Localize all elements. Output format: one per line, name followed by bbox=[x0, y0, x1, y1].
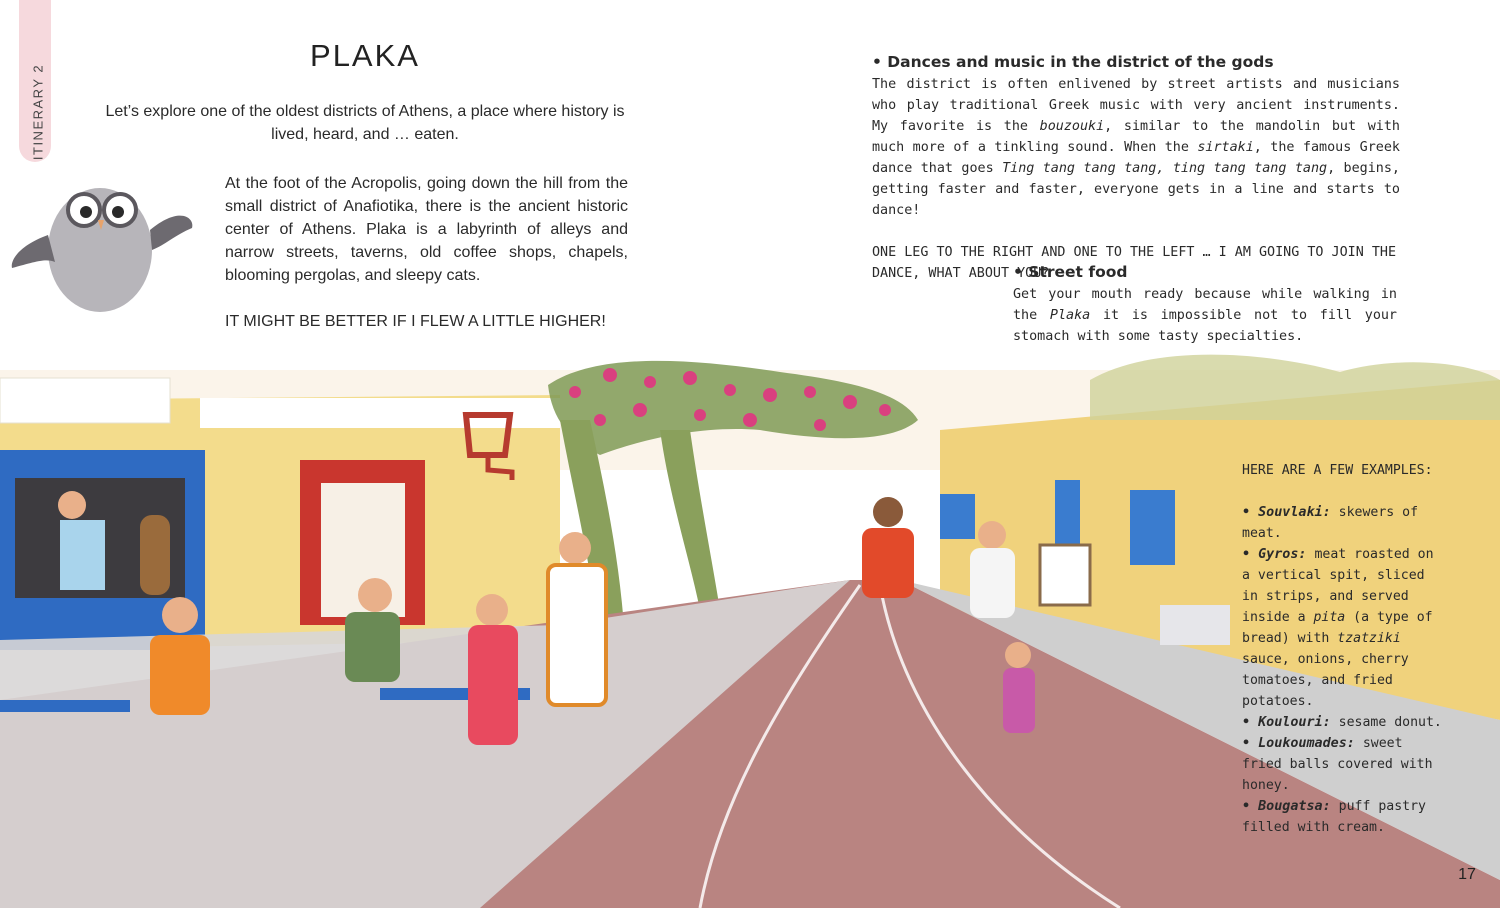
girl-body bbox=[1003, 668, 1035, 733]
owl-quote: IT MIGHT BE BETTER IF I FLEW A LITTLE HIGHER! bbox=[225, 313, 606, 330]
musician-head bbox=[978, 521, 1006, 549]
man-orange-head bbox=[162, 597, 198, 633]
tourist-head bbox=[873, 497, 903, 527]
dances-text: The district is often enlivened by street artists and musicians who play traditional Greek music with very ancient instruments. My favorite is the bouzouki, similar to the mandolin but with much more of a tinkling sound. When the sirtaki, the famous Greek dance that goes Ting tang tang tang, ting tang tang tang, begins, getting faster and faster, everyone gets in a line and starts to dance! bbox=[872, 77, 1400, 218]
shutter-blue-3 bbox=[940, 494, 975, 539]
itinerary-tab-label: ITINERARY 2 bbox=[30, 63, 46, 161]
owl-illustration bbox=[12, 188, 193, 312]
man-green-body bbox=[345, 612, 400, 682]
waiter-body bbox=[548, 565, 606, 705]
examples-intro: HERE ARE A FEW EXAMPLES: bbox=[1242, 463, 1433, 478]
list-item: • Gyros: meat roasted on a vertical spit, sliced in strips, and served inside a pita (a type of bread) with tzatziki sauce, onions, cherry tomatoes, and fried potatoes. bbox=[1242, 547, 1434, 709]
examples-list bbox=[1242, 460, 1442, 838]
musician-body bbox=[970, 548, 1015, 618]
street-food-heading: • Street food bbox=[1013, 263, 1128, 281]
shutter-blue-1 bbox=[1055, 480, 1080, 550]
easel bbox=[1040, 545, 1090, 605]
woman-body bbox=[468, 625, 518, 745]
dances-shout: ONE LEG TO THE RIGHT AND ONE TO THE LEFT … I AM GOING TO JOIN THE DANCE, WHAT ABOUT YOU? bbox=[872, 245, 1397, 281]
gyros-spit bbox=[140, 515, 170, 595]
table-right bbox=[1160, 605, 1230, 645]
cook-body bbox=[60, 520, 105, 590]
right-greenery bbox=[1090, 355, 1500, 420]
page-title: PLAKA bbox=[310, 38, 420, 73]
tourist-body bbox=[862, 528, 914, 598]
description-paragraph: At the foot of the Acropolis, going down the hill from the small district of Anafiotika, there is the ancient historic center of Athens. Plaka is a labyrinth of alleys and narrow streets, taverns, old coffee shops, chapels, blooming pergolas, and sleepy cats. bbox=[225, 175, 628, 284]
table-left bbox=[0, 700, 130, 712]
woman-head bbox=[476, 594, 508, 626]
cook-head bbox=[58, 491, 86, 519]
list-item: • Koulouri: sesame donut. bbox=[1242, 715, 1442, 730]
list-item: • Bougatsa: puff pastry filled with cream. bbox=[1242, 799, 1426, 835]
street-food-text: Get your mouth ready because while walking in the Plaka it is impossible not to fill your stomach with some tasty specialties. bbox=[1013, 287, 1397, 344]
street-food-section bbox=[1013, 262, 1397, 347]
intro-paragraph: Let’s explore one of the oldest districts of Athens, a place where history is lived, heard, and … eaten. bbox=[105, 103, 625, 143]
waiter-head bbox=[559, 532, 591, 564]
girl-head bbox=[1005, 642, 1031, 668]
man-orange-body bbox=[150, 635, 210, 715]
page-number: 17 bbox=[1458, 866, 1476, 883]
man-green-head bbox=[358, 578, 392, 612]
list-item: • Souvlaki: skewers of meat. bbox=[1242, 505, 1419, 541]
dances-section bbox=[872, 52, 1400, 284]
dances-heading: • Dances and music in the district of the gods bbox=[872, 53, 1274, 71]
shutter-blue-2 bbox=[1130, 490, 1175, 565]
list-item: • Loukoumades: sweet fried balls covered with honey. bbox=[1242, 736, 1433, 793]
balcony-rail bbox=[0, 378, 170, 423]
